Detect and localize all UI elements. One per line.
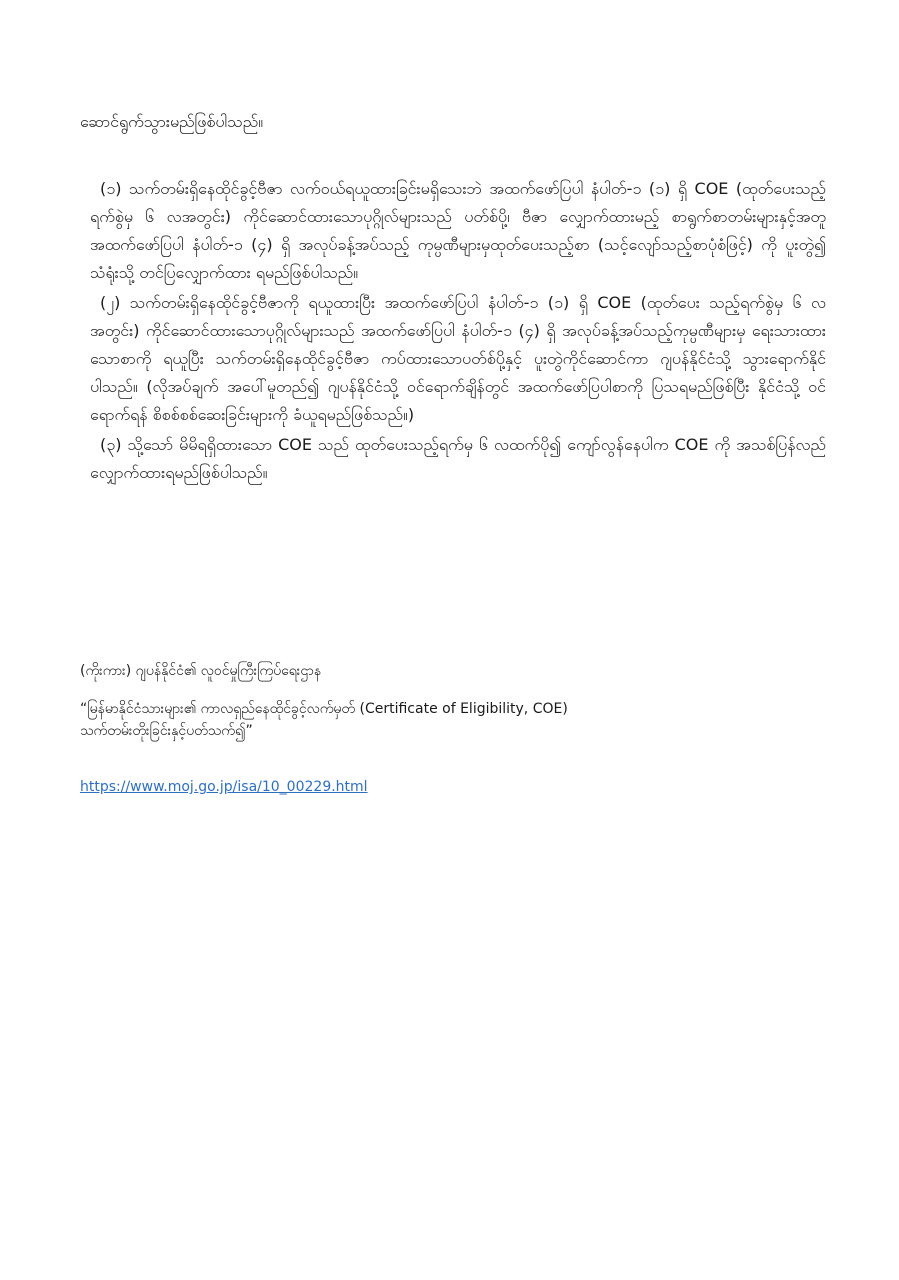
source-title-line-2: သက်တမ်းတိုးခြင်းနှင့်ပတ်သက်၍”	[80, 723, 253, 739]
source-title-line-1: “မြန်မာနိုင်ငံသားများ၏ ကာလရှည်နေထိုင်ခွင့်လက်မှတ် (Certificate of Eligibility, COE)	[80, 701, 568, 717]
paragraph-2: (၂) သက်တမ်းရှိနေထိုင်ခွင့်ဗီဇာကို ရယူထားပြီး အထက်ဖော်ပြပါ နံပါတ်-၁ (၁) ရှိ COE (ထုတ်ပေး သည့်ရက်စွဲမှ ၆ လအတွင်း) ကိုင်ဆောင်ထားသောပုဂ္ဂိုလ်များသည် အထက်ဖော်ပြပါ နံပါတ်-၁ (၄) ရှိ အလုပ်ခန့်အပ်သည့်ကုမ္ပဏီများမှ ရေးသားထားသောစာကို ရယူပြီး သက်တမ်းရှိနေထိုင်ခွင့်ဗီဇာ ကပ်ထားသောပတ်စ်ပို့နှင့် ပူးတွဲကိုင်ဆောင်ကာ ဂျပန်နိုင်ငံသို့ သွားရောက်နိုင်ပါသည်။ (လိုအပ်ချက် အပေါ်မူတည်၍ ဂျပန်နိုင်ငံသို့ ဝင်ရောက်ချိန်တွင် အထက်ဖော်ပြပါစာကို ပြသရမည်ဖြစ်ပြီး နိုင်ငံသို့ ဝင်ရောက်ရန် စိစစ်စစ်ဆေးခြင်းများကို ခံယူရမည်ဖြစ်သည်။)	[90, 293, 826, 424]
paragraph-1: (၁) သက်တမ်းရှိနေထိုင်ခွင့်ဗီဇာ လက်ဝယ်ရယူထားခြင်းမရှိသေးဘဲ အထက်ဖော်ပြပါ နံပါတ်-၁ (၁) ရှိ COE (ထုတ်ပေးသည့်ရက်စွဲမှ ၆ လအတွင်း) ကိုင်ဆောင်ထားသောပုဂ္ဂိုလ်များသည် ပတ်စ်ပို့၊ ဗီဇာ လျှောက်ထားမည့် စာရွက်စာတမ်းများနှင့်အတူ အထက်ဖော်ပြပါ နံပါတ်-၁ (၄) ရှိ အလုပ်ခန့်အပ်သည့် ကုမ္ပဏီများမှထုတ်ပေးသည့်စာ (သင့်လျော်သည့်စာပုံစံဖြင့်) ကို ပူးတွဲ၍ သံရုံးသို့ တင်ပြလျှောက်ထား ရမည်ဖြစ်ပါသည်။	[90, 179, 826, 282]
body-text	[90, 175, 826, 487]
source-reference	[80, 660, 840, 742]
source-url-link[interactable]: https://www.moj.go.jp/isa/10_00229.html	[80, 779, 368, 795]
lead-line: ဆောင်ရွက်သွားမည်ဖြစ်ပါသည်။	[80, 112, 264, 131]
paragraph-3: (၃) သို့သော် မိမိရရှိထားသော COE သည် ထုတ်ပေးသည့်ရက်မှ ၆ လထက်ပို၍ ကျော်လွန်နေပါက COE ကို အသစ်ပြန်လည်လျှောက်ထားရမည်ဖြစ်ပါသည်။	[90, 435, 826, 482]
source-label: (ကိုးကား) ဂျပန်နိုင်ငံ၏ လူဝင်မှုကြီးကြပ်ရေးဌာန	[80, 663, 322, 679]
